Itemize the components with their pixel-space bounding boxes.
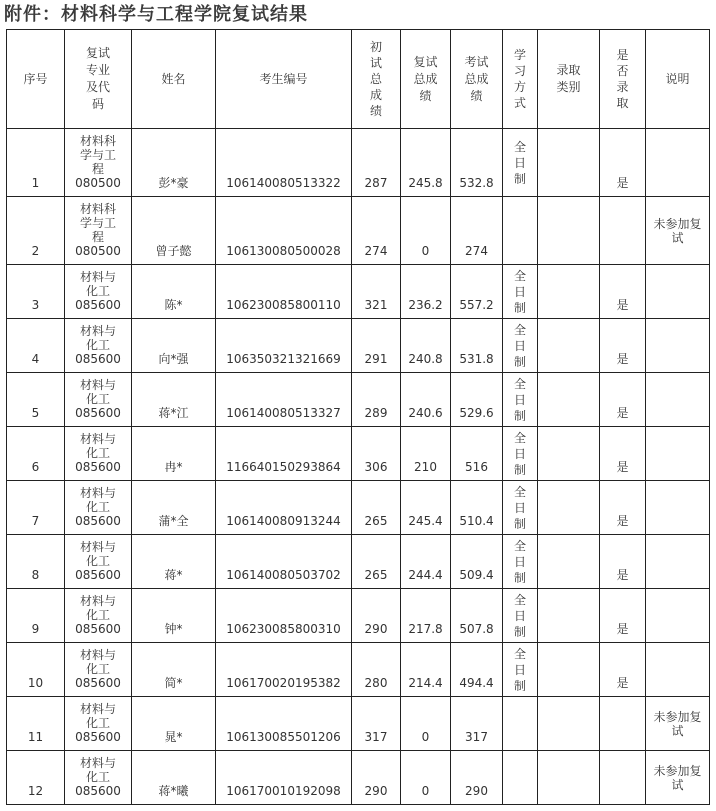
cell-note: 未参加复试 [646, 697, 710, 751]
cell-admit-type [538, 535, 600, 589]
cell-admitted: 是 [600, 427, 646, 481]
major-block [67, 756, 129, 798]
cell-major-name: 材料与化工 [79, 324, 116, 352]
cell-admit-type [538, 589, 600, 643]
table-row [7, 197, 710, 265]
cell-exam-id: 116640150293864 [216, 427, 352, 481]
cell-exam-id: 106130085501206 [216, 697, 352, 751]
table-row [7, 129, 710, 197]
page-title: 附件：材料科学与工程学院复试结果 [4, 4, 308, 25]
table-row [7, 319, 710, 373]
cell-exam-id: 106140080513327 [216, 373, 352, 427]
cell-retest-score: 245.8 [401, 129, 451, 197]
cell-exam-id: 106140080913244 [216, 481, 352, 535]
cell-initial-score: 287 [352, 129, 401, 197]
cell-initial-score: 321 [352, 265, 401, 319]
cell-major-name: 材料与化工 [79, 486, 116, 514]
cell-initial-score: 280 [352, 643, 401, 697]
cell-seq: 6 [7, 427, 65, 481]
cell-admitted: 是 [600, 129, 646, 197]
cell-name: 蒋*曦 [132, 751, 216, 805]
cell-note [646, 373, 710, 427]
cell-retest-score: 240.8 [401, 319, 451, 373]
cell-name: 曾子懿 [132, 197, 216, 265]
cell-initial-score: 290 [352, 751, 401, 805]
cell-note: 未参加复试 [646, 197, 710, 265]
cell-major [65, 643, 132, 697]
cell-name: 彭*豪 [132, 129, 216, 197]
cell-admit-type [538, 751, 600, 805]
header-major: 复试专业及代码 [65, 30, 132, 129]
cell-admit-type [538, 643, 600, 697]
cell-admit-type [538, 373, 600, 427]
cell-name: 向*强 [132, 319, 216, 373]
cell-admit-type [538, 197, 600, 265]
cell-initial-score: 290 [352, 589, 401, 643]
major-block [67, 702, 129, 744]
cell-major [65, 589, 132, 643]
cell-initial-score: 317 [352, 697, 401, 751]
cell-initial-score: 265 [352, 481, 401, 535]
major-block [67, 432, 129, 474]
cell-initial-score: 274 [352, 197, 401, 265]
cell-note [646, 265, 710, 319]
cell-total-score: 531.8 [451, 319, 503, 373]
cell-admitted: 是 [600, 643, 646, 697]
major-block [67, 378, 129, 420]
cell-major-name: 材料与化工 [79, 378, 116, 406]
cell-seq: 7 [7, 481, 65, 535]
cell-study-mode [503, 751, 538, 805]
cell-study-mode-text: 全日制 [513, 592, 526, 639]
cell-retest-score: 236.2 [401, 265, 451, 319]
cell-total-score: 290 [451, 751, 503, 805]
header-exam-id: 考生编号 [216, 30, 352, 129]
cell-exam-id: 106230085800310 [216, 589, 352, 643]
header-total-score: 考试总成绩 [451, 30, 503, 129]
cell-seq: 2 [7, 197, 65, 265]
table-row [7, 481, 710, 535]
cell-study-mode-text: 全日制 [513, 430, 526, 477]
cell-major-code: 085600 [75, 460, 121, 474]
cell-major-name: 材料与化工 [79, 702, 116, 730]
cell-study-mode [503, 129, 538, 197]
table-row [7, 589, 710, 643]
major-block [67, 486, 129, 528]
cell-exam-id: 106170010192098 [216, 751, 352, 805]
cell-seq: 8 [7, 535, 65, 589]
cell-study-mode [503, 697, 538, 751]
cell-major [65, 751, 132, 805]
major-block [67, 648, 129, 690]
cell-name: 晁* [132, 697, 216, 751]
cell-retest-score: 0 [401, 697, 451, 751]
cell-name: 冉* [132, 427, 216, 481]
cell-major-code: 085600 [75, 352, 121, 366]
cell-major-code: 085600 [75, 676, 121, 690]
cell-admitted: 是 [600, 319, 646, 373]
cell-major [65, 319, 132, 373]
cell-total-score: 317 [451, 697, 503, 751]
cell-major-name: 材料与化工 [79, 270, 116, 298]
table-row [7, 751, 710, 805]
cell-study-mode [503, 265, 538, 319]
cell-major [65, 481, 132, 535]
cell-major-code: 085600 [75, 784, 121, 798]
cell-study-mode [503, 197, 538, 265]
cell-admitted: 是 [600, 373, 646, 427]
cell-seq: 10 [7, 643, 65, 697]
cell-seq: 9 [7, 589, 65, 643]
cell-major-code: 085600 [75, 406, 121, 420]
cell-study-mode-text: 全日制 [513, 484, 526, 531]
cell-study-mode-text: 全日制 [513, 268, 526, 315]
cell-major [65, 427, 132, 481]
header-seq: 序号 [7, 30, 65, 129]
cell-study-mode [503, 481, 538, 535]
cell-name: 钟* [132, 589, 216, 643]
header-retest-score: 复试总成绩 [401, 30, 451, 129]
cell-study-mode [503, 643, 538, 697]
cell-study-mode-text: 全日制 [513, 538, 526, 585]
cell-major-name: 材料与化工 [79, 756, 116, 784]
cell-exam-id: 106350321321669 [216, 319, 352, 373]
cell-major-name: 材料与化工 [79, 540, 116, 568]
cell-name: 蒋*江 [132, 373, 216, 427]
cell-seq: 5 [7, 373, 65, 427]
cell-admitted: 是 [600, 481, 646, 535]
cell-retest-score: 0 [401, 197, 451, 265]
cell-total-score: 516 [451, 427, 503, 481]
cell-name: 蒋* [132, 535, 216, 589]
cell-study-mode [503, 319, 538, 373]
cell-major-name: 材料与化工 [79, 648, 116, 676]
cell-admit-type [538, 427, 600, 481]
cell-total-score: 557.2 [451, 265, 503, 319]
cell-major-code: 085600 [75, 730, 121, 744]
cell-study-mode-text: 全日制 [513, 646, 526, 693]
cell-seq: 3 [7, 265, 65, 319]
table-row [7, 643, 710, 697]
cell-retest-score: 240.6 [401, 373, 451, 427]
cell-retest-score: 214.4 [401, 643, 451, 697]
cell-admit-type [538, 265, 600, 319]
cell-total-score: 494.4 [451, 643, 503, 697]
cell-admit-type [538, 319, 600, 373]
cell-retest-score: 0 [401, 751, 451, 805]
cell-total-score: 274 [451, 197, 503, 265]
table-row [7, 427, 710, 481]
table-row [7, 265, 710, 319]
cell-study-mode [503, 373, 538, 427]
cell-name: 简* [132, 643, 216, 697]
cell-exam-id: 106170020195382 [216, 643, 352, 697]
cell-exam-id: 106230085800110 [216, 265, 352, 319]
major-block [67, 270, 129, 312]
cell-major-name: 材料与化工 [79, 432, 116, 460]
results-table [6, 29, 710, 805]
cell-total-score: 529.6 [451, 373, 503, 427]
table-row [7, 373, 710, 427]
cell-initial-score: 306 [352, 427, 401, 481]
cell-admitted: 是 [600, 535, 646, 589]
major-block [67, 134, 129, 190]
major-block [67, 540, 129, 582]
cell-major [65, 129, 132, 197]
cell-major [65, 265, 132, 319]
cell-retest-score: 210 [401, 427, 451, 481]
header-admitted: 是否录取 [600, 30, 646, 129]
cell-study-mode-text: 全日制 [513, 376, 526, 423]
cell-major-code: 085600 [75, 298, 121, 312]
cell-study-mode [503, 535, 538, 589]
cell-admitted [600, 751, 646, 805]
cell-exam-id: 106140080503702 [216, 535, 352, 589]
cell-note: 未参加复试 [646, 751, 710, 805]
major-block [67, 594, 129, 636]
cell-major [65, 535, 132, 589]
cell-seq: 1 [7, 129, 65, 197]
cell-major [65, 697, 132, 751]
cell-note [646, 589, 710, 643]
cell-admitted [600, 697, 646, 751]
major-block [67, 202, 129, 258]
cell-total-score: 532.8 [451, 129, 503, 197]
cell-note [646, 427, 710, 481]
cell-admitted [600, 197, 646, 265]
header-initial-score: 初试总成绩 [352, 30, 401, 129]
cell-study-mode [503, 589, 538, 643]
header-note: 说明 [646, 30, 710, 129]
cell-study-mode [503, 427, 538, 481]
cell-name: 蒲*全 [132, 481, 216, 535]
cell-admitted: 是 [600, 265, 646, 319]
cell-major-name: 材料科学与工程 [79, 202, 116, 244]
cell-note [646, 481, 710, 535]
major-block [67, 324, 129, 366]
header-admit-type: 录取类别 [538, 30, 600, 129]
cell-total-score: 510.4 [451, 481, 503, 535]
cell-note [646, 129, 710, 197]
cell-major-code: 085600 [75, 514, 121, 528]
cell-admit-type [538, 697, 600, 751]
cell-total-score: 509.4 [451, 535, 503, 589]
cell-note [646, 535, 710, 589]
cell-exam-id: 106130080500028 [216, 197, 352, 265]
cell-major [65, 373, 132, 427]
cell-admit-type [538, 481, 600, 535]
table-row [7, 697, 710, 751]
cell-seq: 4 [7, 319, 65, 373]
cell-initial-score: 289 [352, 373, 401, 427]
cell-total-score: 507.8 [451, 589, 503, 643]
cell-major [65, 197, 132, 265]
cell-initial-score: 265 [352, 535, 401, 589]
cell-study-mode-text: 全日制 [513, 322, 526, 369]
cell-major-code: 085600 [75, 568, 121, 582]
cell-major-code: 085600 [75, 622, 121, 636]
cell-exam-id: 106140080513322 [216, 129, 352, 197]
header-name: 姓名 [132, 30, 216, 129]
cell-major-name: 材料科学与工程 [79, 134, 116, 176]
cell-retest-score: 217.8 [401, 589, 451, 643]
header-row [7, 30, 710, 129]
cell-major-code: 080500 [75, 244, 121, 258]
cell-admitted: 是 [600, 589, 646, 643]
cell-initial-score: 291 [352, 319, 401, 373]
cell-seq: 11 [7, 697, 65, 751]
table-row [7, 535, 710, 589]
cell-study-mode-text: 全日制 [513, 139, 526, 186]
cell-major-name: 材料与化工 [79, 594, 116, 622]
cell-note [646, 319, 710, 373]
cell-admit-type [538, 129, 600, 197]
cell-name: 陈* [132, 265, 216, 319]
cell-seq: 12 [7, 751, 65, 805]
results-body [7, 129, 710, 805]
cell-note [646, 643, 710, 697]
cell-major-code: 080500 [75, 176, 121, 190]
cell-retest-score: 245.4 [401, 481, 451, 535]
header-study-mode: 学习方式 [503, 30, 538, 129]
cell-retest-score: 244.4 [401, 535, 451, 589]
